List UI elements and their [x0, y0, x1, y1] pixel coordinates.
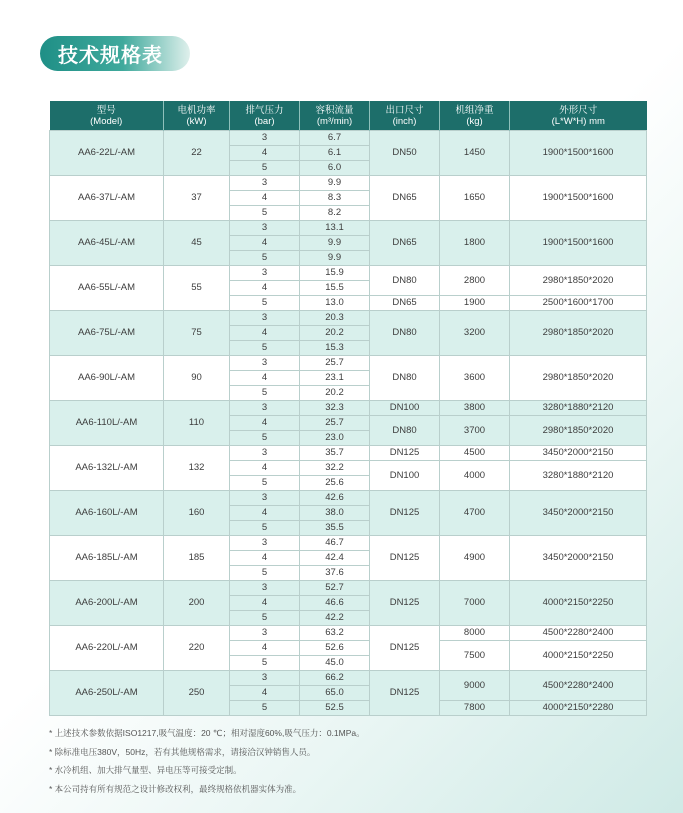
table-row	[50, 446, 647, 461]
weight-cell: 8000	[440, 626, 510, 641]
outlet-cell: DN125	[370, 491, 440, 536]
pressure-cell: 5	[230, 521, 300, 536]
model-cell: AA6-132L/-AM	[50, 446, 164, 491]
dimensions-cell: 4500*2280*2400	[510, 626, 647, 641]
pressure-cell: 5	[230, 656, 300, 671]
flow-cell: 23.1	[300, 371, 370, 386]
dimensions-cell: 2980*1850*2020	[510, 416, 647, 446]
weight-cell: 4000	[440, 461, 510, 491]
power-cell: 90	[164, 356, 230, 401]
pressure-cell: 3	[230, 311, 300, 326]
spec-table-body	[50, 131, 647, 716]
flow-cell: 9.9	[300, 251, 370, 266]
table-row	[50, 311, 647, 326]
pressure-cell: 3	[230, 221, 300, 236]
flow-cell: 15.5	[300, 281, 370, 296]
flow-cell: 52.7	[300, 581, 370, 596]
flow-cell: 52.5	[300, 701, 370, 716]
flow-cell: 42.6	[300, 491, 370, 506]
model-cell: AA6-185L/-AM	[50, 536, 164, 581]
power-cell: 55	[164, 266, 230, 311]
flow-cell: 52.6	[300, 641, 370, 656]
dimensions-cell: 2980*1850*2020	[510, 356, 647, 401]
power-cell: 45	[164, 221, 230, 266]
power-cell: 185	[164, 536, 230, 581]
power-cell: 110	[164, 401, 230, 446]
pressure-cell: 5	[230, 476, 300, 491]
outlet-cell: DN125	[370, 446, 440, 461]
power-cell: 75	[164, 311, 230, 356]
outlet-cell: DN125	[370, 671, 440, 716]
flow-cell: 9.9	[300, 176, 370, 191]
spec-table	[49, 101, 647, 716]
dimensions-cell: 4000*2150*2250	[510, 581, 647, 626]
dimensions-cell: 1900*1500*1600	[510, 221, 647, 266]
table-row	[50, 671, 647, 686]
outlet-cell: DN65	[370, 221, 440, 266]
flow-cell: 42.4	[300, 551, 370, 566]
model-cell: AA6-200L/-AM	[50, 581, 164, 626]
pressure-cell: 4	[230, 506, 300, 521]
flow-cell: 25.7	[300, 356, 370, 371]
flow-cell: 65.0	[300, 686, 370, 701]
flow-cell: 37.6	[300, 566, 370, 581]
pressure-cell: 3	[230, 356, 300, 371]
model-cell: AA6-220L/-AM	[50, 626, 164, 671]
flow-cell: 38.0	[300, 506, 370, 521]
flow-cell: 46.7	[300, 536, 370, 551]
dimensions-cell: 3280*1880*2120	[510, 401, 647, 416]
flow-cell: 20.2	[300, 386, 370, 401]
pressure-cell: 4	[230, 371, 300, 386]
weight-cell: 7000	[440, 581, 510, 626]
pressure-cell: 4	[230, 416, 300, 431]
pressure-cell: 3	[230, 446, 300, 461]
pressure-cell: 5	[230, 611, 300, 626]
pressure-cell: 5	[230, 296, 300, 311]
model-cell: AA6-45L/-AM	[50, 221, 164, 266]
power-cell: 220	[164, 626, 230, 671]
weight-cell: 1900	[440, 296, 510, 311]
footnote: * 水冷机组、加大排气量型、异电压等可接受定制。	[49, 765, 242, 775]
table-row	[50, 581, 647, 596]
table-row	[50, 221, 647, 236]
model-cell: AA6-90L/-AM	[50, 356, 164, 401]
pressure-cell: 5	[230, 206, 300, 221]
flow-cell: 45.0	[300, 656, 370, 671]
flow-cell: 23.0	[300, 431, 370, 446]
flow-cell: 25.6	[300, 476, 370, 491]
flow-cell: 8.2	[300, 206, 370, 221]
weight-cell: 4900	[440, 536, 510, 581]
weight-cell: 7800	[440, 701, 510, 716]
footnote: * 上述技术参数依据ISO1217,吸气温度：20 ℃；相对湿度60%,吸气压力：0.1MPa。	[49, 728, 365, 738]
dimensions-cell: 2500*1600*1700	[510, 296, 647, 311]
pressure-cell: 3	[230, 401, 300, 416]
flow-cell: 6.7	[300, 131, 370, 146]
outlet-cell: DN125	[370, 626, 440, 671]
table-header-row	[50, 101, 647, 131]
weight-cell: 3700	[440, 416, 510, 446]
model-cell: AA6-250L/-AM	[50, 671, 164, 716]
outlet-cell: DN125	[370, 536, 440, 581]
pressure-cell: 3	[230, 581, 300, 596]
table-row	[50, 131, 647, 146]
pressure-cell: 5	[230, 566, 300, 581]
flow-cell: 35.7	[300, 446, 370, 461]
outlet-cell: DN50	[370, 131, 440, 176]
pressure-cell: 5	[230, 251, 300, 266]
flow-cell: 25.7	[300, 416, 370, 431]
power-cell: 132	[164, 446, 230, 491]
pressure-cell: 4	[230, 596, 300, 611]
power-cell: 22	[164, 131, 230, 176]
power-cell: 200	[164, 581, 230, 626]
pressure-cell: 3	[230, 266, 300, 281]
weight-cell: 1450	[440, 131, 510, 176]
pressure-cell: 4	[230, 191, 300, 206]
table-row	[50, 356, 647, 371]
pressure-cell: 3	[230, 626, 300, 641]
table-row	[50, 176, 647, 191]
flow-cell: 13.1	[300, 221, 370, 236]
flow-cell: 42.2	[300, 611, 370, 626]
outlet-cell: DN80	[370, 266, 440, 296]
header-dimensions: 外形尺寸 (L*W*H) mm	[510, 101, 647, 131]
model-cell: AA6-22L/-AM	[50, 131, 164, 176]
pressure-cell: 4	[230, 236, 300, 251]
pressure-cell: 4	[230, 641, 300, 656]
power-cell: 160	[164, 491, 230, 536]
pressure-cell: 4	[230, 551, 300, 566]
flow-cell: 63.2	[300, 626, 370, 641]
weight-cell: 4500	[440, 446, 510, 461]
pressure-cell: 4	[230, 686, 300, 701]
weight-cell: 1800	[440, 221, 510, 266]
flow-cell: 8.3	[300, 191, 370, 206]
header-weight: 机组净重 (kg)	[440, 101, 510, 131]
pressure-cell: 4	[230, 281, 300, 296]
outlet-cell: DN100	[370, 401, 440, 416]
pressure-cell: 3	[230, 176, 300, 191]
header-power: 电机功率 (kW)	[164, 101, 230, 131]
pressure-cell: 5	[230, 701, 300, 716]
outlet-cell: DN80	[370, 356, 440, 401]
model-cell: AA6-110L/-AM	[50, 401, 164, 446]
flow-cell: 32.2	[300, 461, 370, 476]
dimensions-cell: 4000*2150*2280	[510, 701, 647, 716]
table-row	[50, 626, 647, 641]
power-cell: 250	[164, 671, 230, 716]
flow-cell: 32.3	[300, 401, 370, 416]
weight-cell: 3600	[440, 356, 510, 401]
table-row	[50, 266, 647, 281]
pressure-cell: 5	[230, 161, 300, 176]
model-cell: AA6-37L/-AM	[50, 176, 164, 221]
dimensions-cell: 1900*1500*1600	[510, 131, 647, 176]
pressure-cell: 3	[230, 131, 300, 146]
footnote: * 本公司持有所有规范之设计修改权利，最终规格依机器实体为准。	[49, 783, 302, 794]
pressure-cell: 5	[230, 386, 300, 401]
dimensions-cell: 3450*2000*2150	[510, 536, 647, 581]
dimensions-cell: 4500*2280*2400	[510, 671, 647, 701]
dimensions-cell: 3450*2000*2150	[510, 446, 647, 461]
weight-cell: 4700	[440, 491, 510, 536]
pressure-cell: 5	[230, 341, 300, 356]
header-pressure: 排气压力 (bar)	[230, 101, 300, 131]
weight-cell: 3200	[440, 311, 510, 356]
model-cell: AA6-160L/-AM	[50, 491, 164, 536]
table-row	[50, 491, 647, 506]
weight-cell: 3800	[440, 401, 510, 416]
weight-cell: 1650	[440, 176, 510, 221]
table-row	[50, 536, 647, 551]
outlet-cell: DN65	[370, 176, 440, 221]
outlet-cell: DN80	[370, 416, 440, 446]
table-row	[50, 401, 647, 416]
footnotes	[49, 724, 649, 798]
outlet-cell: DN80	[370, 311, 440, 356]
header-model: 型号 (Model)	[50, 101, 164, 131]
outlet-cell: DN125	[370, 581, 440, 626]
pressure-cell: 5	[230, 431, 300, 446]
footnote: * 除标准电压380V，50Hz，若有其他规格需求，请接洽汉钟销售人员。	[49, 746, 316, 757]
flow-cell: 6.1	[300, 146, 370, 161]
outlet-cell: DN100	[370, 461, 440, 491]
power-cell: 37	[164, 176, 230, 221]
flow-cell: 20.3	[300, 311, 370, 326]
model-cell: AA6-55L/-AM	[50, 266, 164, 311]
weight-cell: 9000	[440, 671, 510, 701]
outlet-cell: DN65	[370, 296, 440, 311]
dimensions-cell: 4000*2150*2250	[510, 641, 647, 671]
flow-cell: 13.0	[300, 296, 370, 311]
flow-cell: 9.9	[300, 236, 370, 251]
pressure-cell: 3	[230, 671, 300, 686]
dimensions-cell: 2980*1850*2020	[510, 311, 647, 356]
header-outlet: 出口尺寸 (inch)	[370, 101, 440, 131]
pressure-cell: 4	[230, 146, 300, 161]
flow-cell: 15.9	[300, 266, 370, 281]
weight-cell: 7500	[440, 641, 510, 671]
flow-cell: 6.0	[300, 161, 370, 176]
page-title: 技术规格表	[58, 43, 163, 67]
model-cell: AA6-75L/-AM	[50, 311, 164, 356]
flow-cell: 66.2	[300, 671, 370, 686]
flow-cell: 46.6	[300, 596, 370, 611]
dimensions-cell: 2980*1850*2020	[510, 266, 647, 296]
flow-cell: 35.5	[300, 521, 370, 536]
dimensions-cell: 3280*1880*2120	[510, 461, 647, 491]
pressure-cell: 3	[230, 491, 300, 506]
pressure-cell: 4	[230, 326, 300, 341]
header-flow: 容积流量 (m³/min)	[300, 101, 370, 131]
weight-cell: 2800	[440, 266, 510, 296]
pressure-cell: 4	[230, 461, 300, 476]
dimensions-cell: 3450*2000*2150	[510, 491, 647, 536]
dimensions-cell: 1900*1500*1600	[510, 176, 647, 221]
pressure-cell: 3	[230, 536, 300, 551]
flow-cell: 15.3	[300, 341, 370, 356]
flow-cell: 20.2	[300, 326, 370, 341]
